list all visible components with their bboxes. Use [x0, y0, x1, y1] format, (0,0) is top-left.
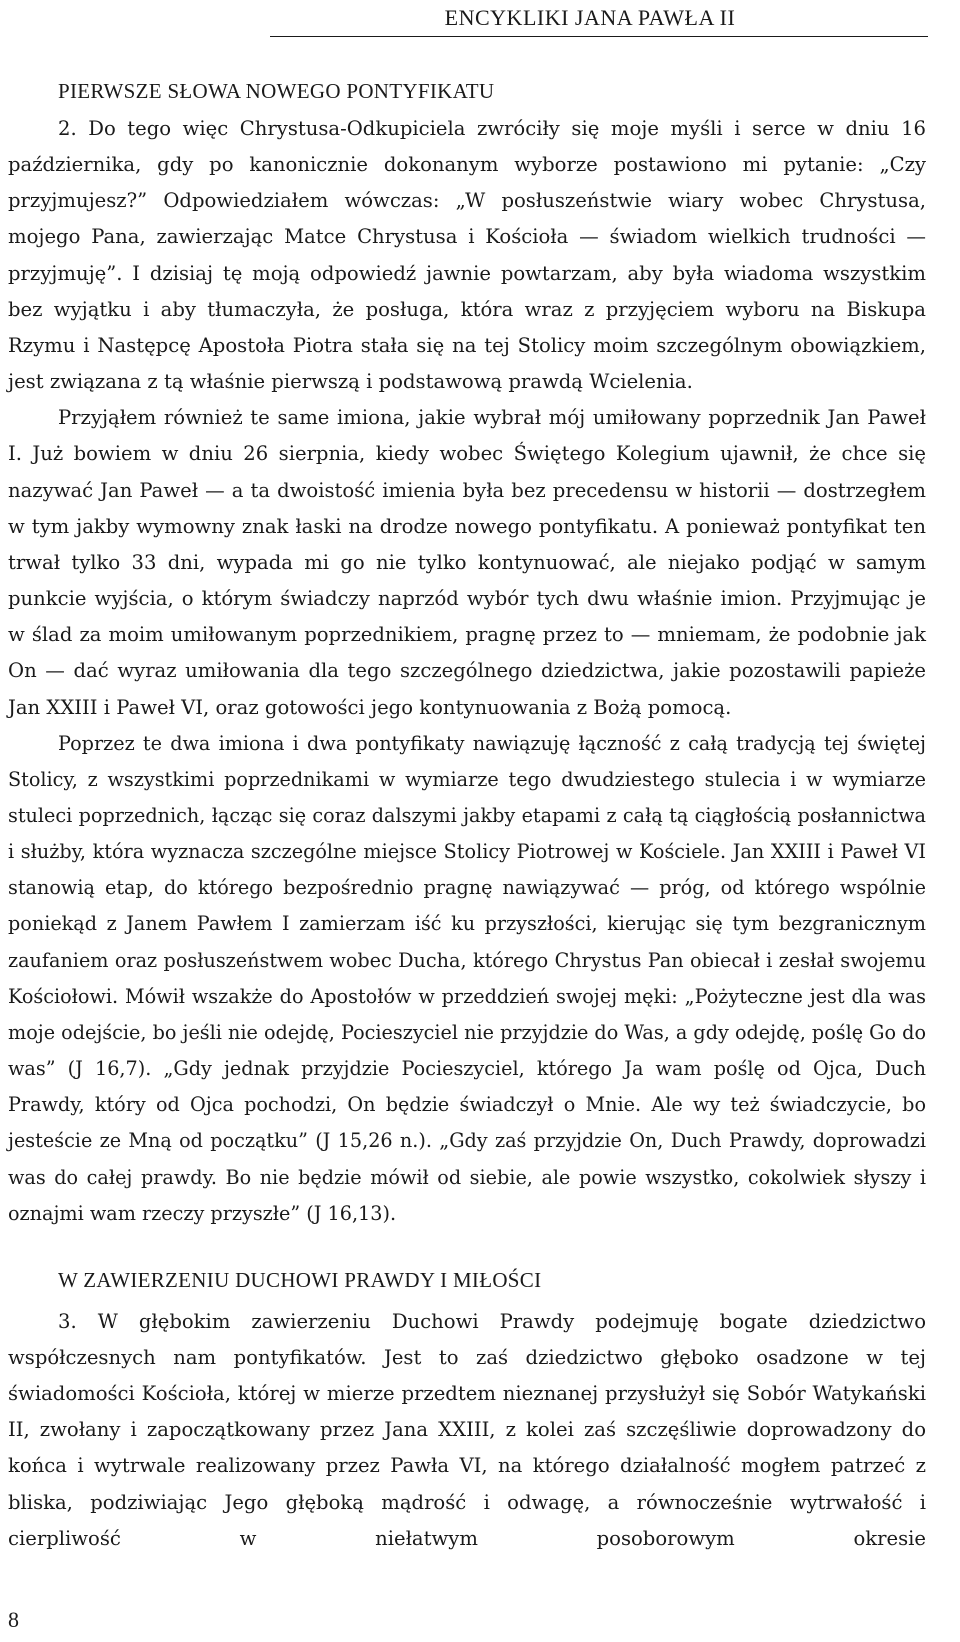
paragraph-2: 2. Do tego więc Chrystusa-Odkupiciela zwróciły się moje myśli i serce w dniu 16 października, gdy po kanonicznie dokonanym wyborze postawiono mi pytanie: „Czy przyjmujesz?” Odpowiedziałem wówczas: „W posłuszeństwie wiary wobec Chrystusa, mojego Pana, zawierzając Matce Chrystusa i Kościoła — świadom wielkich trudności — przyjmuję”. I dzisiaj tę moją odpowiedź jawnie powtarzam, aby była wiadoma wszystkim bez wyjątku i aby tłumaczyła, że posługa, która wraz z przyjęciem wyboru na Biskupa Rzymu i Następcę Apostoła Piotra stała się na tej Stolicy moim szczególnym obowiązkiem, jest związana z tą właśnie pierwszą i podstawową prawdą Wcielenia. [8, 117, 926, 394]
section-first-words [8, 73, 926, 1232]
page-number: 8 [8, 1607, 19, 1632]
header-rule [270, 36, 928, 37]
section-heading: W ZAWIERZENIU DUCHOWI PRAWDY I MIŁOŚCI [58, 1267, 542, 1292]
page-body [8, 73, 926, 1557]
section-heading: PIERWSZE SŁOWA NOWEGO PONTYFIKATU [58, 79, 495, 103]
paragraph-names: Przyjąłem również te same imiona, jakie wybrał mój umiłowany poprzednik Jan Paweł I. Już bowiem w dniu 26 sierpnia, kiedy wobec Świętego Kolegium ujawnił, że chce się nazywać Jan Paweł — a ta dwoistość imienia była bez precedensu w historii — dostrzegłem w tym jakby wymowny znak łaski na drodze nowego pontyfikatu. A ponieważ pontyfikat ten trwał tylko 33 dni, wypada mi go nie tylko kontynuować, ale niejako podjąć w samym punkcie wyjścia, o którym świadczy naprzód wybór tych dwu właśnie imion. Przyjmując je w ślad za moim umiłowanym poprzednikiem, pragnę przez to — mniemam, że podobnie jak On — dać wyraz umiłowania dla tego szczególnego dziedzictwa, jakie pozostawili papieże Jan XXIII i Paweł VI, oraz gotowości jego kontynuowania z Bożą pomocą. [8, 406, 926, 719]
section-spirit-of-truth [8, 1262, 926, 1557]
paragraph-3: 3. W głębokim zawierzeniu Duchowi Prawdy podejmuję bogate dziedzictwo współczesnych nam pontyfikatów. Jest to zaś dziedzictwo głęboko osadzone w tej świadomości Kościoła, której w mierze przedtem nieznanej przysłużył się Sobór Watykański II, zwołany i zapoczątkowany przez Jana XXIII, z kolei zaś szczęśliwie doprowadzony do końca i wytrwale realizowany przez Pawła VI, na którego działalność mogłem patrzeć z bliska, podziwiając Jego głęboką mądrość i odwagę, a równocześnie wytrwałość i cierpliwość w niełatwym posoborowym okresie [8, 1309, 926, 1550]
running-head: ENCYKLIKI JANA PAWŁA II [444, 5, 736, 30]
paragraph-tradition: Poprzez te dwa imiona i dwa pontyfikaty nawiązuję łączność z całą tradycją tej świętej Stolicy, z wszystkimi poprzednikami w wymiarze tego dwudziestego stulecia i w wymiarze stuleci poprzednich, łącząc się coraz dalszymi jakby etapami z całą tą ciągłością posłannictwa i służby, która wyznacza szczególne miejsce Stolicy Piotrowej w Kościele. Jan XXIII i Paweł VI stanowią etap, do którego bezpośrednio pragnę nawiązywać — próg, od którego wspólnie poniekąd z Janem Pawłem I zamierzam iść ku przyszłości, kierując się tym bezgranicznym zaufaniem oraz posłuszeństwem wobec Ducha, którego Chrystus Pan obiecał i zesłał swojemu Kościołowi. Mówił wszakże do Apostołów w przeddzień swojej męki: „Pożyteczne jest dla was moje odejście, bo jeśli nie odejdę, Pocieszyciel nie przyjdzie do Was, a gdy odejdę, poślę Go do was” (J 16,7). „Gdy jednak przyjdzie Pocieszyciel, którego Ja wam poślę od Ojca, Duch Prawdy, który od Ojca pochodzi, On będzie świadczył o Mnie. Ale wy też świadczycie, bo jesteście ze Mną od początku” (J 15,26 n.). „Gdy zaś przyjdzie On, Duch Prawdy, doprowadzi was do całej prawdy. Bo nie będzie mówił od siebie, ale powie wszystko, cokolwiek słyszy i oznajmi wam rzeczy przyszłe” (J 16,13). [8, 731, 927, 1225]
